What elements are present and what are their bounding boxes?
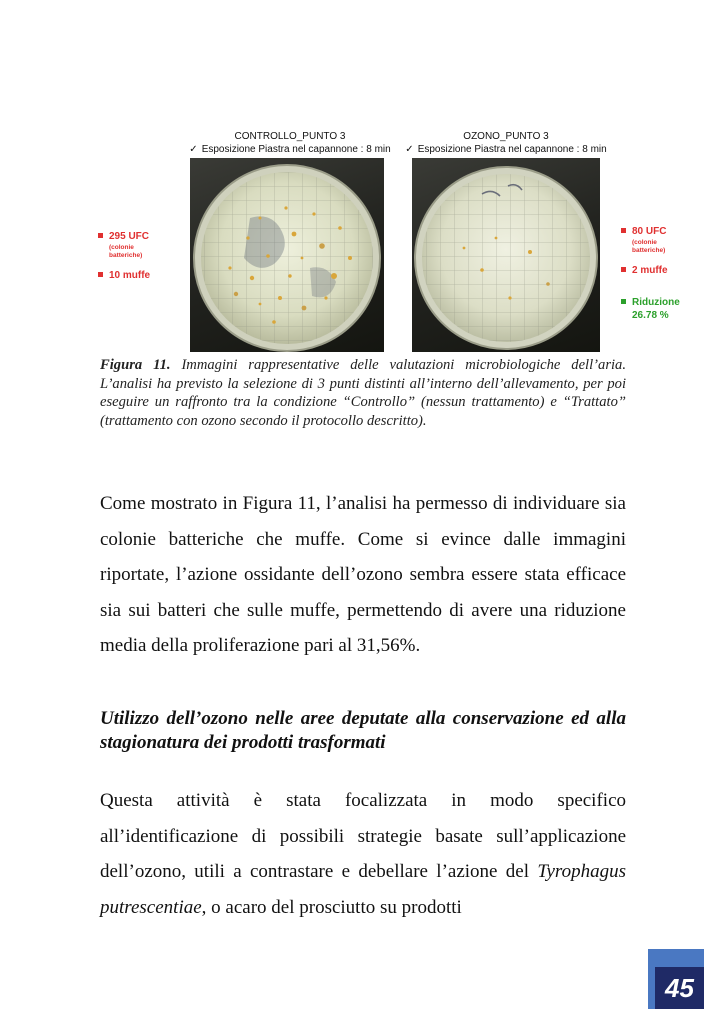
left-ufc-note-line1: (colonie	[109, 244, 134, 251]
section-heading: Utilizzo dell’ozono nelle aree deputate alla conservazione ed alla stagionatura dei prodotti trasformati	[100, 708, 626, 753]
checkmark-icon: ✓	[189, 144, 198, 155]
right-reduction-label-text: Riduzione	[632, 297, 680, 308]
bullet-icon	[621, 299, 626, 304]
figure-caption-text: Immagini rappresentative delle valutazioni microbiologiche dell’aria. L’analisi ha previsto la selezione di 3 punti distinti all’interno dell’allevamento, per poi eseguire un raffronto tra la condizione “Controllo” (nessun trattamento) e “Trattato” (trattamento con ozono secondo il protocollo descritto).	[100, 357, 626, 429]
body-paragraph-1: Come mostrato in Figura 11, l’analisi ha permesso di individuare sia colonie batteriche che muffe. Come si evince dalle immagini riportate, l’azione ossidante dell’ozono sembra essere stata efficace sia sui batteri che sulle muffe, permettendo di avere una riduzione media della proliferazione pari al 31,56%.	[100, 493, 626, 656]
body-paragraph-2	[100, 783, 626, 925]
bullet-icon	[98, 272, 103, 277]
right-mold-text: 2 muffe	[632, 265, 668, 276]
right-ufc-note-line1: (colonie	[632, 239, 657, 246]
body-paragraph-2-after: , o acaro del prosciutto su prodotti	[201, 896, 462, 918]
figure	[0, 0, 722, 356]
left-petri-dish-image	[190, 158, 384, 352]
species-name: Tyrophagus putrescentiae	[100, 861, 626, 918]
left-plate-subtitle	[170, 144, 410, 156]
right-plate-subtitle	[386, 144, 626, 156]
right-reduction-value: 26.78 %	[632, 310, 669, 321]
bullet-icon	[98, 233, 103, 238]
right-ufc-note-line2: batteriche)	[632, 247, 666, 254]
left-mold-text: 10 muffe	[109, 270, 151, 281]
left-ufc-note	[109, 244, 142, 260]
left-ufc-text: 295 UFC	[109, 231, 150, 242]
right-plate-title: OZONO_PUNTO 3	[463, 131, 549, 142]
left-mold-count	[98, 270, 150, 282]
bullet-icon	[621, 267, 626, 272]
right-ufc-text: 80 UFC	[632, 226, 667, 237]
right-ufc-note	[632, 239, 665, 255]
page-number-badge	[648, 949, 704, 1009]
checkmark-icon: ✓	[405, 144, 414, 155]
right-plate-subtitle-text: Esposizione Piastra nel capannone : 8 min	[417, 144, 607, 155]
page-number: 45	[655, 967, 704, 1009]
left-ufc-count	[98, 231, 149, 243]
right-petri-dish-photo	[412, 158, 600, 352]
left-petri-dish-photo	[190, 158, 384, 352]
figure-caption	[100, 356, 626, 430]
right-petri-dish-image	[412, 158, 600, 352]
left-plate-title: CONTROLLO_PUNTO 3	[234, 131, 346, 142]
right-mold-count	[621, 265, 668, 277]
figure-caption-label: Figura 11.	[100, 357, 171, 373]
body-paragraph-2-before: Questa attività è stata focalizzata in modo specifico all’identificazione di possibili strategie basate sull’applicazione dell’ozono, utili a contrastare e debellare l’azione del	[100, 790, 626, 882]
bullet-icon	[621, 228, 626, 233]
right-ufc-count	[621, 226, 666, 238]
left-ufc-note-line2: batteriche)	[109, 252, 143, 259]
right-reduction-label	[621, 297, 680, 309]
left-plate-subtitle-text: Esposizione Piastra nel capannone : 8 min	[201, 144, 391, 155]
